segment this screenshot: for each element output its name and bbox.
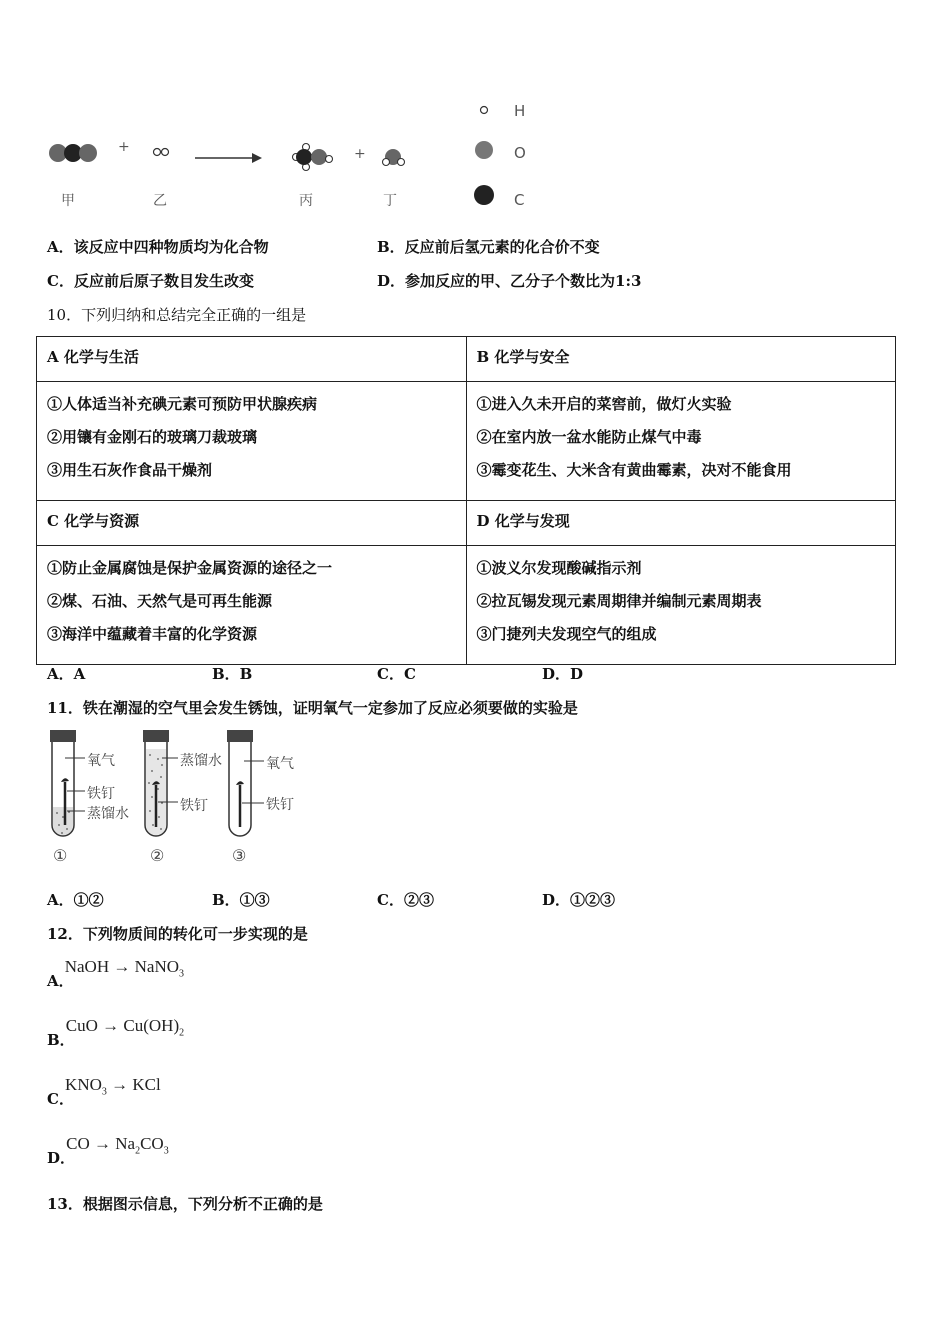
tube3-label-oxygen: 氧气 [266,756,294,772]
reaction-arrow [195,153,262,163]
cell-a-item: ③用生石灰作食品干燥剂 [47,461,213,479]
cell-d-title: D 化学与发现 [466,501,896,546]
molecule-yi [154,149,169,156]
label-bing: 丙 [299,193,313,209]
q11-stem: 11．铁在潮湿的空气里会发生锈蚀，证明氧气一定参加了反应必须要做的实验是 [47,699,578,717]
cell-d-body [466,546,896,665]
tube3-label-nail: 铁钉 [266,797,294,813]
cell-b-body [466,382,896,501]
cell-b-item: ③霉变花生、大米含有黄曲霉素，决对不能食用 [476,461,792,479]
q10-table [36,336,896,665]
tube2-label-nail: 铁钉 [180,798,208,814]
q10-option-b[interactable]: B．B [212,665,253,683]
q9-option-b[interactable]: B．反应前后氢元素的化合价不变 [377,238,600,256]
plus-sign-2: + [354,146,366,162]
tube-3 [227,730,264,836]
formula: CO → $Na_2CO_3$ [66,1133,169,1156]
legend-o: O [514,144,526,162]
q10-option-c[interactable]: C．C [377,665,416,683]
cell-d-item: ③门捷列夫发现空气的组成 [476,625,657,643]
q10-option-a[interactable]: A．A [47,665,86,683]
option-letter: D． [47,1149,76,1167]
cell-b-title: B 化学与安全 [466,337,896,382]
label-ding: 丁 [383,193,397,209]
cell-c-item: ③海洋中蕴藏着丰富的化学资源 [47,625,258,643]
legend-c: C [514,191,525,209]
q13-stem: 13．根据图示信息，下列分析不正确的是 [47,1195,323,1213]
cell-a-body [37,382,467,501]
tube2-label-water: 蒸馏水 [180,753,222,769]
formula: $KNO_3$ → KCl [65,1074,161,1097]
cell-d-item: ②拉瓦锡发现元素周期律并编制元素周期表 [476,592,762,610]
q12-option-c[interactable] [47,1076,175,1109]
q12-stem: 12．下列物质间的转化可一步实现的是 [47,925,308,943]
q11-option-c[interactable]: C．②③ [377,891,434,909]
label-yi: 乙 [153,193,167,209]
formula: CuO → $Cu(OH)_2$ [65,1015,185,1038]
tube2-number: ② [150,846,165,865]
tube-2 [143,730,178,836]
cell-c-item: ②煤、石油、天然气是可再生能源 [47,592,273,610]
tube1-label-nail: 铁钉 [87,786,115,802]
tube-1 [50,730,85,836]
cell-c-body [37,546,467,665]
cell-b-item: ②在室内放一盆水能防止煤气中毒 [476,428,702,446]
tube1-number: ① [53,846,68,865]
cell-c-item: ①防止金属腐蚀是保护金属资源的途径之一 [47,559,333,577]
q12-option-d[interactable] [47,1135,183,1168]
legend-h: H [514,102,526,120]
q9-option-a[interactable]: A．该反应中四种物质均为化合物 [47,238,269,256]
q11-option-d[interactable]: D．①②③ [542,891,616,909]
tube3-number: ③ [232,846,247,865]
q9-option-c[interactable]: C．反应前后原子数目发生改变 [47,272,254,290]
formula: NaOH → NaNO$_3$ [64,956,185,979]
q10-stem: 10．下列归纳和总结完全正确的一组是 [47,306,307,324]
cell-b-item: ①进入久未开启的菜窖前，做灯火实验 [476,395,732,413]
q9-option-d[interactable]: D．参加反应的甲、乙分子个数比为1:3 [377,272,642,290]
q11-option-b[interactable]: B．①③ [212,891,270,909]
tube1-label-water: 蒸馏水 [87,806,129,822]
option-letter: B． [47,1031,75,1049]
legend [474,107,494,206]
option-letter: C． [47,1090,74,1108]
option-letter: A． [47,972,74,990]
q10-option-d[interactable]: D．D [542,665,584,683]
cell-a-item: ①人体适当补充碘元素可预防甲状腺疾病 [47,395,318,413]
q12-option-a[interactable] [47,958,198,991]
q12-option-b[interactable] [47,1017,198,1050]
molecule-bing [293,144,333,171]
plus-sign-1: + [118,139,130,155]
cell-d-item: ①波义尔发现酸碱指示剂 [476,559,642,577]
cell-a-item: ②用镶有金刚石的玻璃刀裁玻璃 [47,428,258,446]
tube1-label-oxygen: 氧气 [87,753,115,769]
cell-c-title: C 化学与资源 [37,501,467,546]
cell-a-title: A 化学与生活 [37,337,467,382]
molecule-jia [49,144,97,162]
molecule-ding [383,149,405,166]
label-jia: 甲 [61,193,75,209]
q11-option-a[interactable]: A．①② [47,891,104,909]
